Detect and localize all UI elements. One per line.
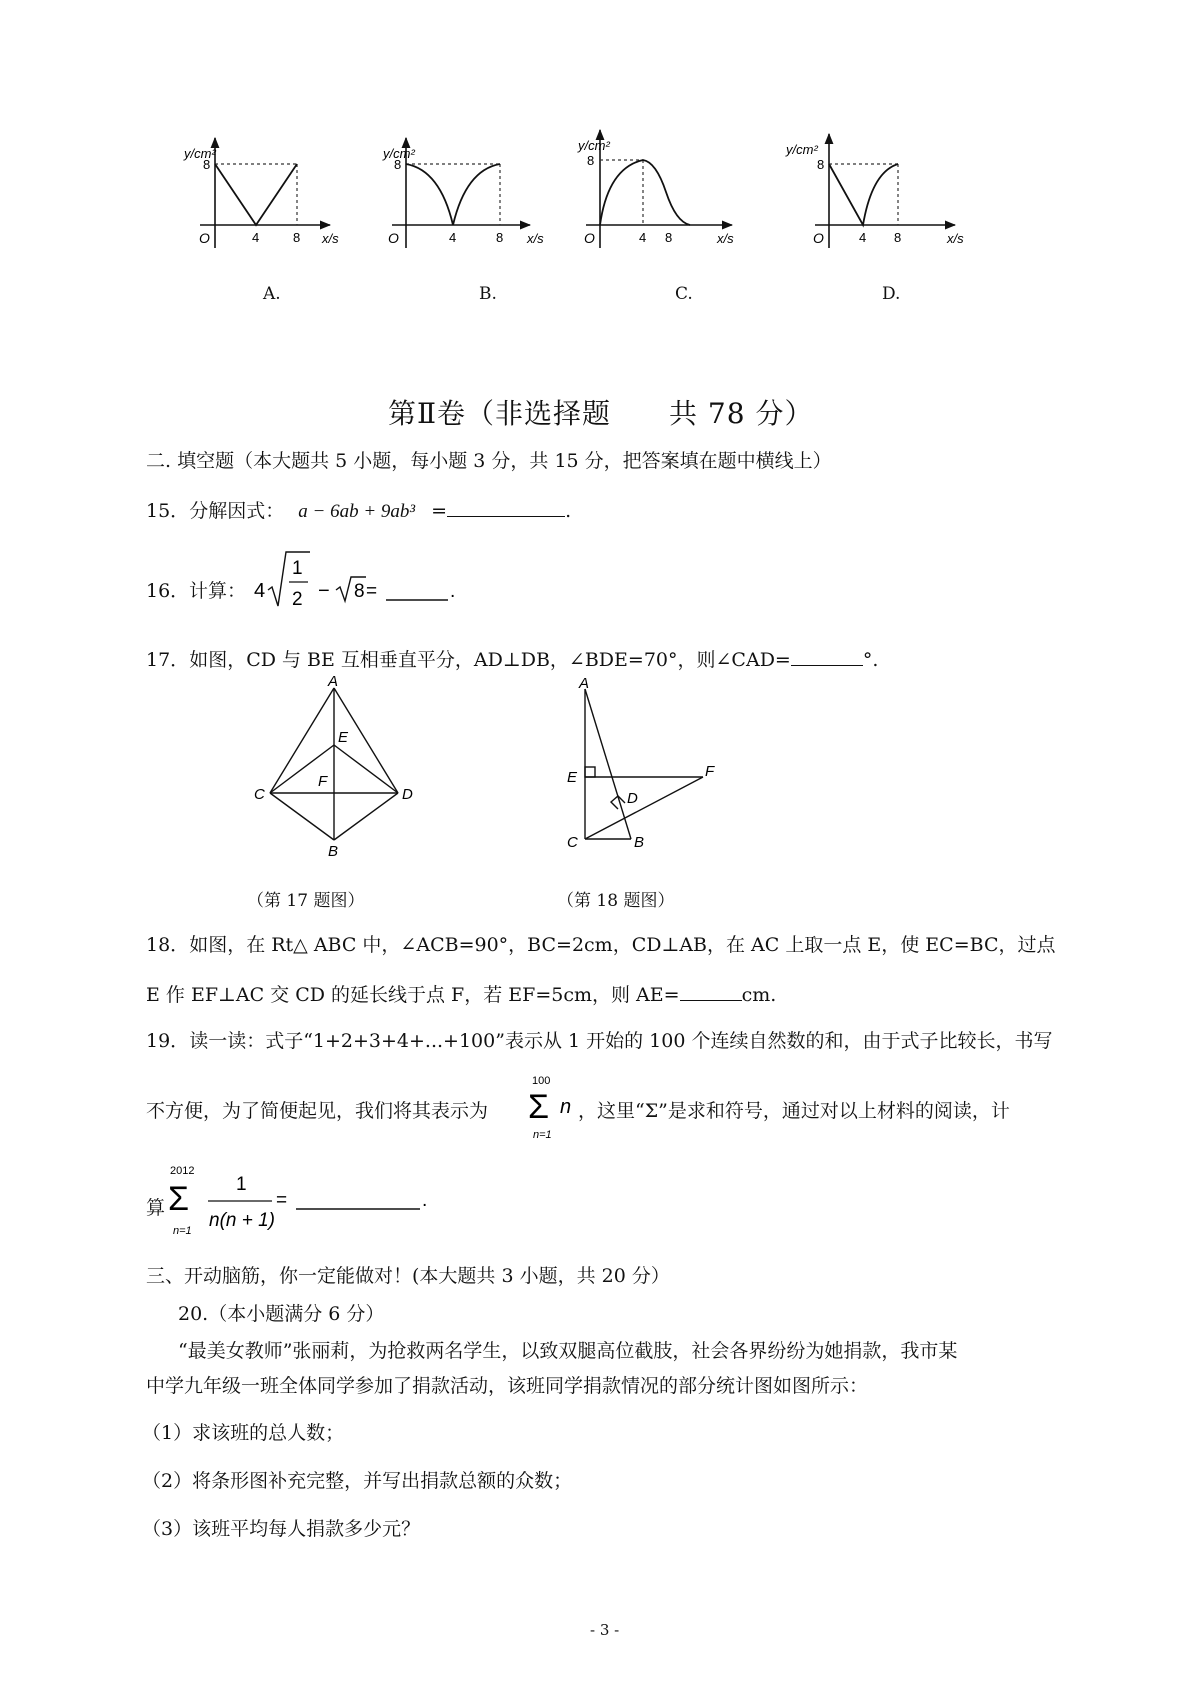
axis-x-label: x/s — [527, 231, 544, 246]
q18-line2a: E 作 EF⊥AC 交 CD 的延长线于点 F，若 EF=5cm，则 AE= — [146, 984, 680, 1006]
q19-sum-top: 100 — [532, 1075, 551, 1087]
fig18-label-c: C — [567, 834, 578, 851]
tick-x-4: 4 — [639, 230, 647, 245]
q16-equals: = — [366, 581, 378, 602]
q15-expression: a − 6ab + 9ab³ — [298, 501, 416, 522]
fig18-label-d: D — [627, 790, 638, 807]
q20-subquestion-1: （1）求该班的总人数； — [142, 1422, 345, 1444]
q16-number: 16． — [146, 580, 190, 602]
graph-b — [382, 138, 544, 248]
origin-label: O — [813, 230, 824, 246]
fig17-caption: （第 17 题图） — [247, 891, 365, 911]
figure-17 — [240, 675, 440, 865]
axis-x-label: x/s — [947, 231, 964, 246]
fig17-label-d: D — [402, 786, 413, 803]
tick-x-4: 4 — [252, 230, 260, 245]
q19-line2b: ，这里“Σ”是求和符号，通过对以上材料的阅读，计 — [578, 1100, 1010, 1122]
axis-y-label: y/cm² — [383, 146, 415, 161]
q20-head: 20.（本小题满分 6 分） — [178, 1303, 385, 1325]
question-18-line2 — [146, 982, 776, 1008]
choice-label-b: B. — [479, 284, 497, 304]
axis-y-label: y/cm² — [184, 146, 216, 161]
sigma-icon: Σ — [168, 1180, 190, 1218]
tick-x-4: 4 — [859, 230, 867, 245]
choice-label-d: D. — [882, 284, 901, 304]
fig18-label-f: F — [705, 763, 715, 780]
q19-line2a: 不方便，为了简便起见，我们将其表示为 — [146, 1100, 489, 1122]
tick-x-4: 4 — [449, 230, 457, 245]
q19-frac-den: n(n + 1) — [209, 1210, 276, 1231]
q15-answer-blank[interactable] — [447, 498, 565, 517]
q19-frac-num: 1 — [236, 1174, 247, 1195]
q16-frac-num: 1 — [292, 558, 303, 579]
tick-y-8: 8 — [394, 157, 402, 172]
q16-end: . — [450, 581, 456, 602]
q15-end: . — [565, 500, 572, 522]
fig17-label-e: E — [338, 729, 349, 746]
page-number: - 3 - — [590, 1621, 620, 1639]
q15-number: 15． — [146, 500, 190, 522]
q16-frac-den: 2 — [292, 589, 303, 610]
fig17-label-c: C — [254, 786, 265, 803]
q19-line1: 读一读：式子“1+2+3+4+...+100”表示从 1 开始的 100 个连续自然数的和，由于式子比较长，书写 — [189, 1030, 1053, 1052]
tick-x-8: 8 — [293, 230, 301, 245]
q16-formula — [252, 546, 472, 616]
q19-sum2-top: 2012 — [170, 1165, 195, 1177]
tick-x-8: 8 — [496, 230, 504, 245]
tick-x-8: 8 — [665, 230, 673, 245]
question-18-line1 — [146, 932, 1055, 958]
q17-text: 如图，CD 与 BE 互相垂直平分，AD⊥DB，∠BDE=70°，则∠CAD= — [189, 649, 791, 671]
axis-y-label: y/cm² — [786, 142, 818, 157]
q20-subquestion-2: （2）将条形图补充完整，并写出捐款总额的众数； — [142, 1470, 573, 1492]
axis-y-label: y/cm² — [578, 138, 610, 153]
section2-title: 第Ⅱ卷（非选择题 共 78 分） — [388, 397, 814, 430]
q17-answer-blank[interactable] — [791, 647, 863, 666]
origin-label: O — [584, 230, 595, 246]
fig18-caption: （第 18 题图） — [557, 891, 675, 911]
fill-heading: 二. 填空题（本大题共 5 小题，每小题 3 分，共 15 分，把答案填在题中横线上） — [146, 450, 832, 472]
q16-radicand: 8 — [354, 581, 365, 602]
q15-equals: = — [425, 500, 448, 522]
fig18-label-e: E — [567, 769, 578, 786]
q18-answer-blank[interactable] — [680, 982, 742, 1001]
q20-paragraph-1: “最美女教师”张丽莉，为抢救两名学生，以致双腿高位截肢，社会各界纷纷为她捐款，我市某 — [178, 1340, 958, 1362]
tick-y-8: 8 — [587, 153, 595, 168]
question-17 — [146, 647, 878, 673]
q19-sum2-bottom: n=1 — [173, 1225, 192, 1237]
q17-end: °. — [862, 649, 879, 671]
q19-calc: 算 — [146, 1197, 166, 1219]
question-19-line1 — [146, 1028, 1052, 1054]
choice-graphs — [0, 120, 1200, 290]
sigma-icon: Σ — [528, 1088, 550, 1126]
fig18-label-b: B — [634, 834, 645, 851]
tick-x-8: 8 — [894, 230, 902, 245]
q19-end: . — [422, 1190, 428, 1211]
q16-coefficient: 4 — [254, 580, 266, 602]
section3-heading: 三、开动脑筋，你一定能做对！(本大题共 3 小题，共 20 分） — [146, 1265, 670, 1287]
tick-y-8: 8 — [203, 157, 211, 172]
q19-sum-bottom: n=1 — [533, 1129, 552, 1141]
figure-18 — [555, 675, 755, 875]
q20-subquestion-3: （3）该班平均每人捐款多少元？ — [142, 1518, 421, 1540]
q18-line1: 如图，在 Rt△ ABC 中，∠ACB=90°，BC=2cm，CD⊥AB，在 AC 上取一点 E，使 EC=BC，过点 — [189, 934, 1056, 956]
fig18-label-a: A — [579, 675, 590, 692]
tick-y-8: 8 — [817, 157, 825, 172]
q19-sum-var: n — [560, 1096, 572, 1118]
q18-line2b: cm. — [741, 984, 777, 1006]
q19-equals: = — [276, 1190, 288, 1211]
graph-c — [577, 130, 734, 248]
fig17-label-f: F — [318, 773, 328, 790]
q15-text: 分解因式： — [189, 500, 285, 522]
fig17-label-a: A — [328, 675, 339, 690]
origin-label: O — [199, 230, 210, 246]
q19-sum-notation — [524, 1072, 576, 1152]
q16-minus: − — [318, 580, 330, 602]
choice-label-a: A. — [263, 284, 281, 304]
choice-label-c: C. — [675, 284, 693, 304]
graph-d — [785, 134, 964, 248]
q19-sum-expression — [166, 1160, 446, 1250]
question-15 — [146, 498, 571, 525]
fig17-label-b: B — [328, 843, 339, 860]
q18-number: 18． — [146, 934, 190, 956]
q19-number: 19． — [146, 1030, 190, 1052]
axis-x-label: x/s — [322, 231, 339, 246]
axis-x-label: x/s — [717, 231, 734, 246]
q20-paragraph-2: 中学九年级一班全体同学参加了捐款活动，该班同学捐款情况的部分统计图如图所示： — [146, 1375, 869, 1397]
q16-text: 计算： — [189, 580, 247, 602]
graph-a — [183, 138, 339, 248]
origin-label: O — [388, 230, 399, 246]
q17-number: 17． — [146, 649, 190, 671]
